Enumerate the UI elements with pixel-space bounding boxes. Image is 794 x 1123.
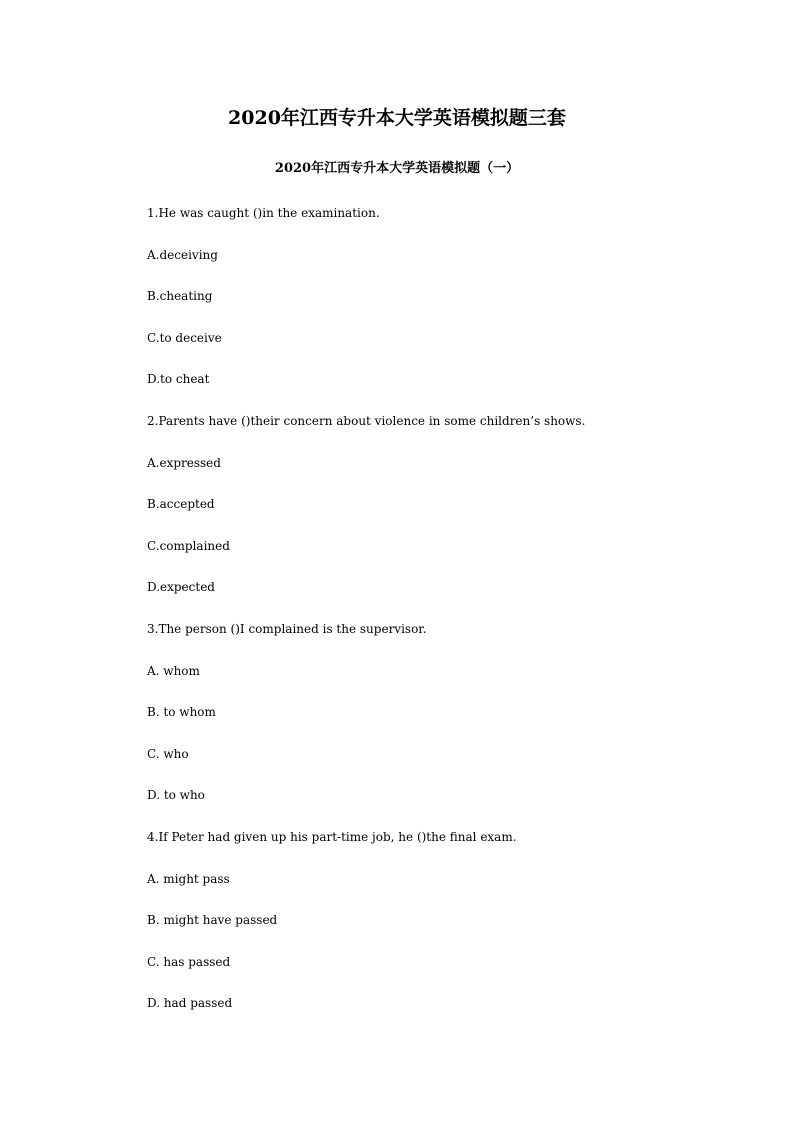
question-stem: 3.The person ()I complained is the supervisor. (147, 621, 427, 636)
answer-option-c: C. has passed (147, 954, 231, 969)
answer-option-a: A. whom (147, 663, 200, 678)
answer-option-c: C.to deceive (147, 330, 222, 345)
answer-option-a: A.expressed (147, 455, 221, 470)
answer-option-b: B.accepted (147, 497, 215, 512)
answer-option-c: C. who (147, 746, 189, 761)
answer-option-b: B. to whom (147, 705, 216, 720)
document-title: 2020年江西专升本大学英语模拟题三套 (228, 107, 566, 129)
question-4 (147, 827, 767, 1035)
question-stem: 2.Parents have ()their concern about violence in some children’s shows. (147, 413, 586, 428)
question-list (147, 203, 767, 1035)
question-2 (147, 411, 767, 619)
answer-option-c: C.complained (147, 538, 230, 553)
answer-option-d: D.to cheat (147, 372, 210, 387)
answer-option-a: A. might pass (147, 871, 230, 886)
answer-option-d: D. had passed (147, 996, 233, 1011)
answer-option-b: B.cheating (147, 289, 213, 304)
answer-option-a: A.deceiving (147, 247, 218, 262)
question-3 (147, 619, 767, 827)
question-stem: 1.He was caught ()in the examination. (147, 206, 380, 220)
document-subtitle: 2020年江西专升本大学英语模拟题（一） (274, 161, 520, 176)
question-stem: 4.If Peter had given up his part-time job, he ()the final exam. (147, 829, 517, 844)
answer-option-d: D. to who (147, 788, 205, 803)
answer-option-d: D.expected (147, 580, 215, 595)
question-1 (147, 203, 767, 411)
answer-option-b: B. might have passed (147, 913, 278, 928)
